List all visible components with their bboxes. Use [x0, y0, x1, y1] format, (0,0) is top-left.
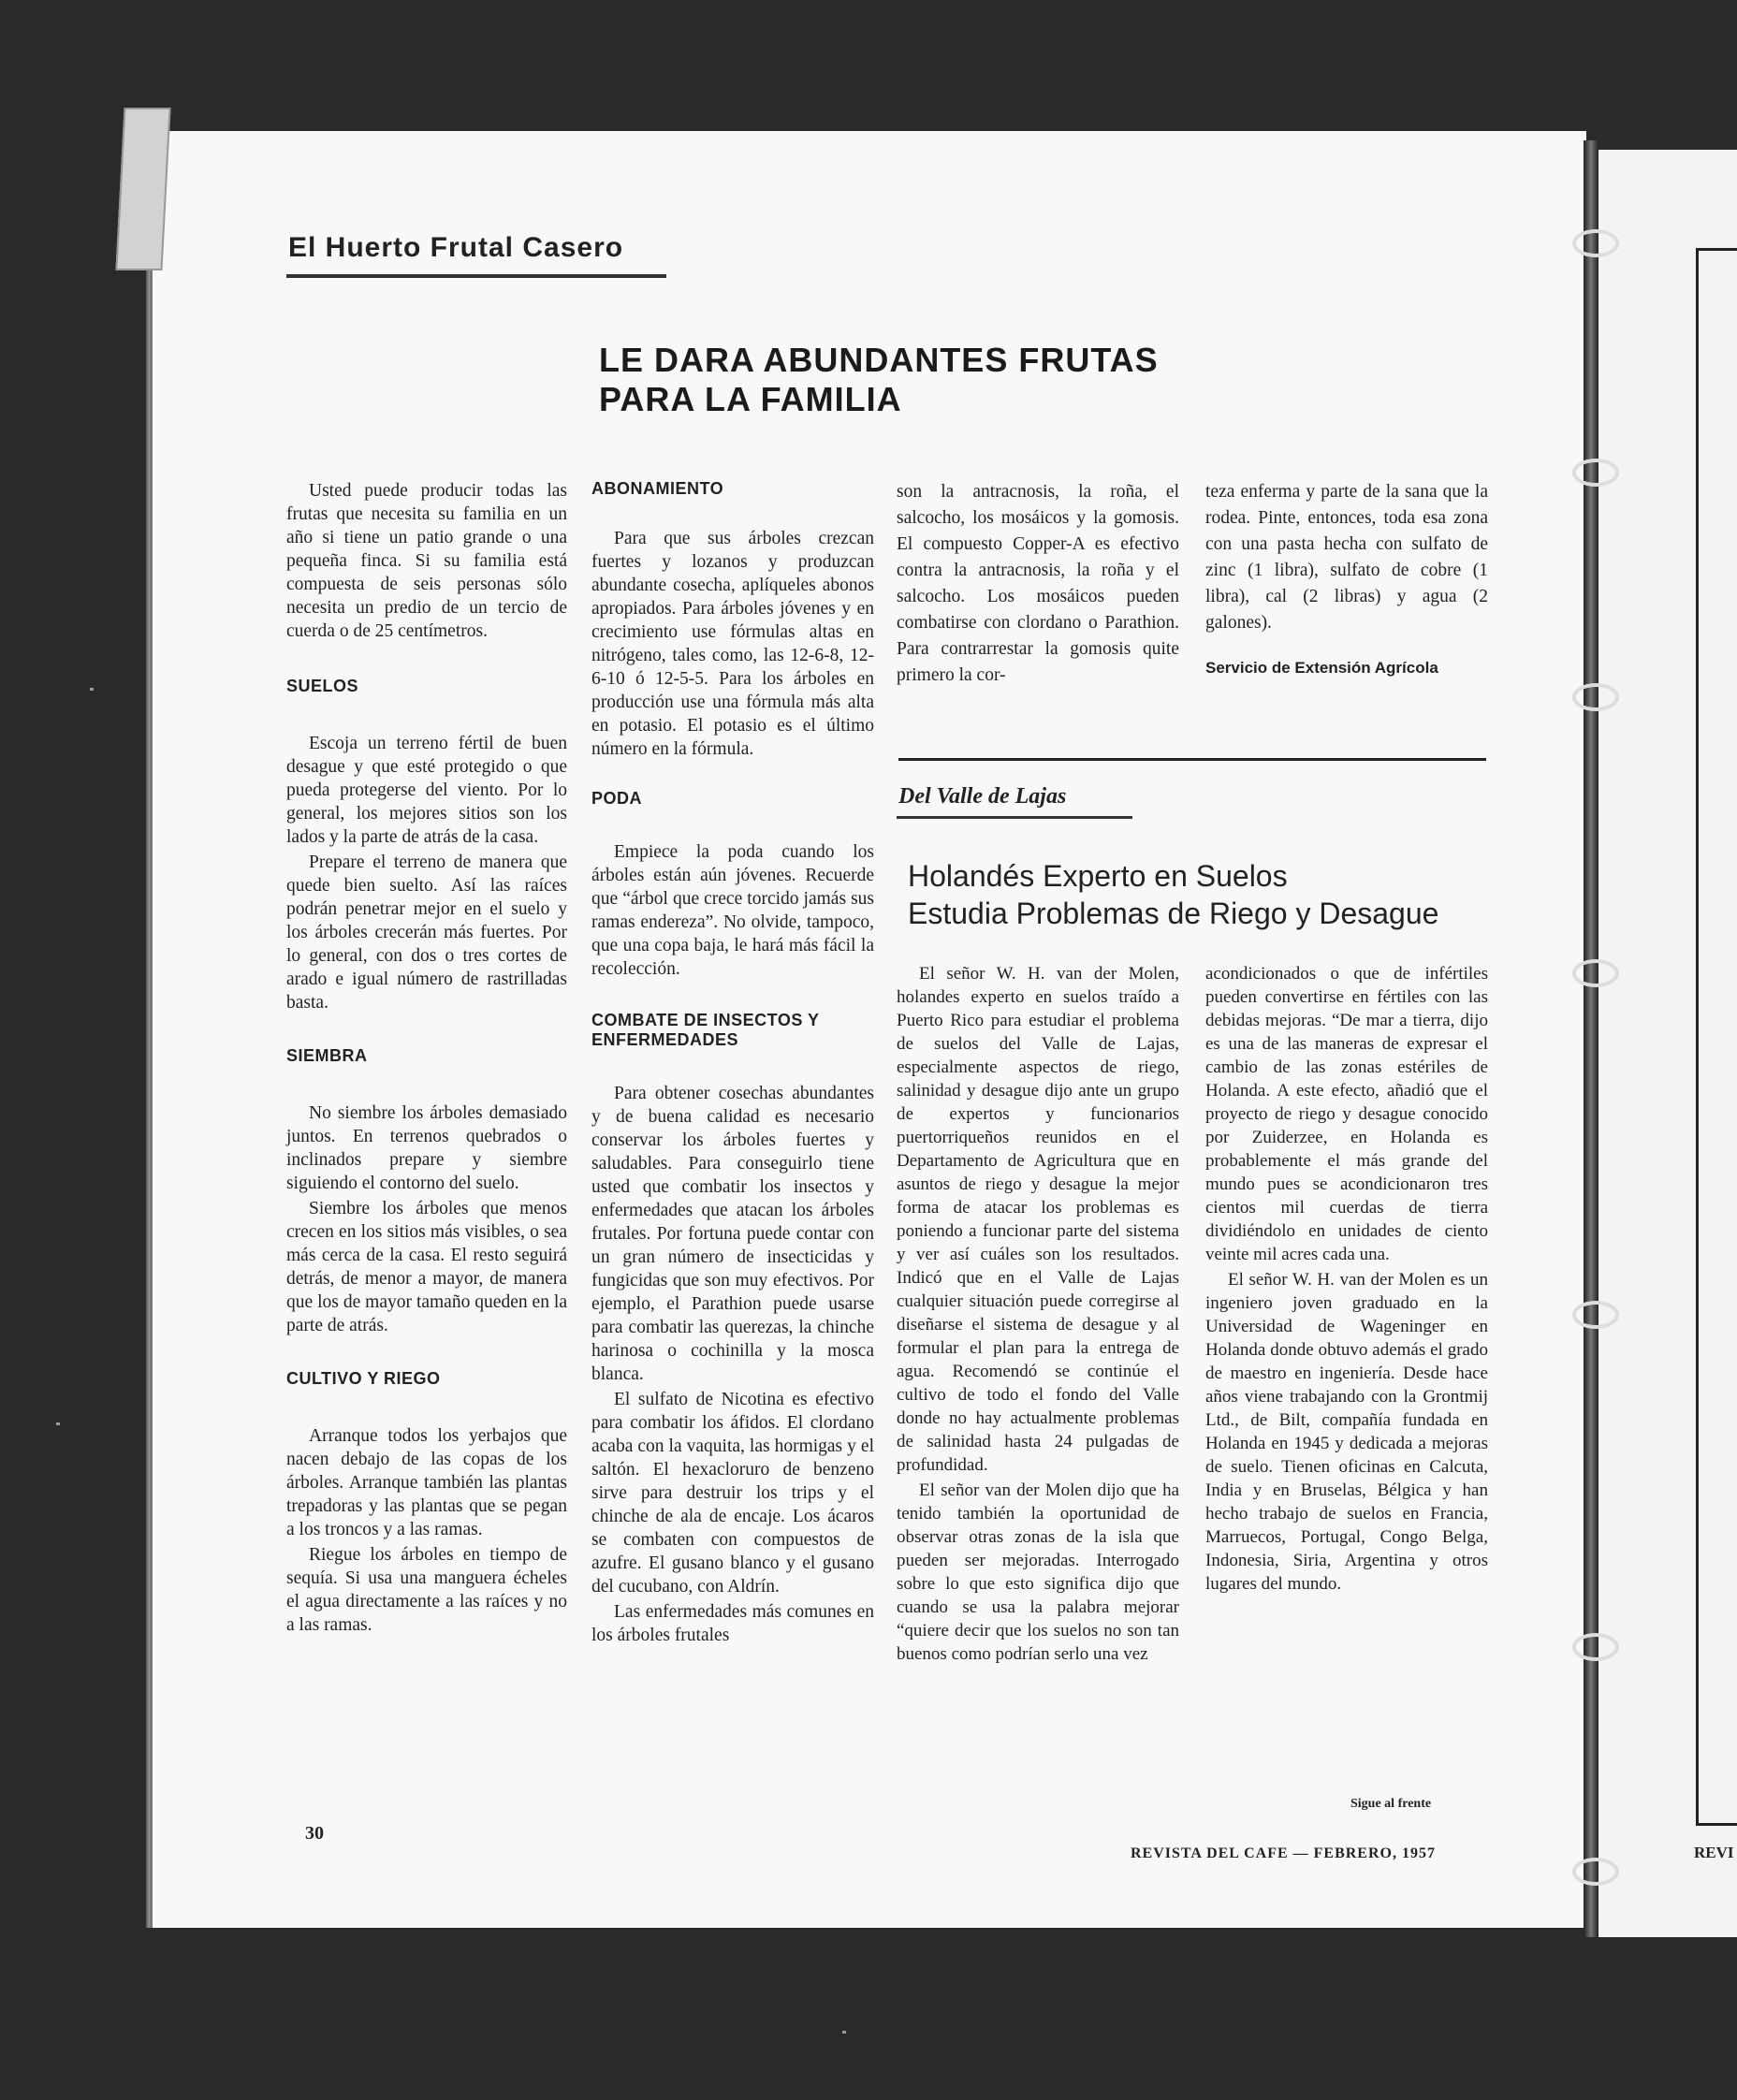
paragraph: Empiece la poda cuando los árboles están aún jóvenes. Recuerde que “árbol que crece torcido jamás sus ramas endereza”. No olvide, tampoco, que una copa baja, le hará más fácil la recolección.: [591, 842, 874, 979]
article1-column-2: [591, 479, 874, 1647]
article2-column-2: [1205, 962, 1488, 1596]
paragraph: Las enfermedades más comunes en los árboles frutales: [591, 1602, 874, 1645]
intro-paragraph: Usted puede producir todas las frutas que necesita su familia en un año si tiene un patio grande o una pequeña finca. Si su familia está compuesta de seis personas sólo necesita un predio de un tercio de cuerda o de 25 centímetros.: [286, 481, 567, 641]
paragraph: El señor W. H. van der Molen, holandes experto en suelos traído a Puerto Rico para estudiar el problema de suelos del Valle de Lajas, especialmente aspectos de riego, salinidad y desague dijo ante un grupo de expertos y funcionarios puertorriqueños reunidos en el Departamento de Agricultura que en asuntos de riego y desague la mejor forma de atacar los problemas es poniendo a funcionar parte del sistema y ver así cuáles son los resultados. Indicó que en el Valle de Lajas cualquier situación puede corregirse al diseñarse el sistema de desague y al formular el plan para la entrega de agua. Recomendó se continúe el cultivo de todo el fondo del Valle donde no hay actualmente problemas de salinidad hasta 24 pulgadas de profundidad.: [897, 964, 1179, 1475]
facing-page-frame: [1696, 248, 1737, 1826]
page-footer: REVISTA DEL CAFE — FEBRERO, 1957: [1131, 1845, 1436, 1861]
paragraph: teza enferma y parte de la sana que la rodea. Pinte, entonces, toda esa zona con una pasta hecha con sulfato de zinc (1 libra), sulfato de cobre (1 libra), cal (2 libras) y agua (2 galones).: [1205, 482, 1488, 633]
paragraph: Prepare el terreno de manera que quede bien suelto. Así las raíces podrán penetrar mejor en el suelo y los árboles crecerán más fuertes. Por lo general, con dos o tres cortes de arado e igual número de rastrilladas basta.: [286, 853, 567, 1013]
paragraph: son la antracnosis, la roña, el salcocho, los mosáicos y la gomosis. El compuesto Copper-A es efectivo contra la antracnosis, la roña y el salcocho. Los mosáicos pueden combatirse con clordano o Parathion. Para contrarrestar la gomosis quite primero la cor-: [897, 482, 1179, 685]
department-rule: [897, 816, 1132, 819]
binder-ring: [1572, 1633, 1619, 1661]
paragraph: El sulfato de Nicotina es efectivo para combatir los áfidos. El clordano acaba con la vaquita, las hormigas y el saltón. El hexacloruro de benzeno sirve para destruir los trips y el chinche de ala de encaje. Los ácaros se combaten con compuestos de azufre. El gusano blanco y el gusano del cucubano, con Aldrín.: [591, 1390, 874, 1597]
article2-column-1: [897, 962, 1179, 1666]
continued-note: Sigue al frente: [1350, 1797, 1432, 1811]
paragraph: Riegue los árboles en tiempo de sequía. Si usa una manguera écheles el agua directamente a las raíces y no a las ramas.: [286, 1545, 567, 1635]
heading-poda: PODA: [591, 789, 643, 808]
dust-speck: [56, 1422, 60, 1425]
dust-speck: [90, 688, 94, 691]
paragraph: El señor van der Molen dijo que ha tenido también la oportunidad de observar otras zonas de la isla que pueden ser mejoradas. Interrogado sobre lo que esto significa dijo que cuando se usa la palabra mejorar “quiere decir que los suelos no son tan buenos como podrían serlo una vez: [897, 1480, 1179, 1664]
article1-column-1: [286, 479, 567, 1637]
headline: [599, 341, 1159, 419]
facing-page-footer: REVI: [1694, 1844, 1734, 1861]
heading-abonamiento: ABONAMIENTO: [591, 479, 724, 498]
paper-tab: [115, 108, 170, 270]
paragraph: Escoja un terreno fértil de buen desague y que esté protegido o que pueda protegerse del viento. Por lo general, los mejores sitios son los lados y la parte de atrás de la casa.: [286, 734, 567, 847]
paragraph: Siembre los árboles que menos crecen en los sitios más visibles, o sea más cerca de la casa. El resto seguirá detrás, de menor a mayor, de manera que los de mayor tamaño queden en la parte de atrás.: [286, 1199, 567, 1335]
article2-headline-line-2: Estudia Problemas de Riego y Desague: [908, 897, 1439, 930]
article1-column-3: [897, 479, 1179, 689]
article2-headline: [908, 857, 1438, 932]
department-label: Del Valle de Lajas: [898, 784, 1067, 809]
article-divider: [898, 758, 1486, 761]
heading-suelos: SUELOS: [286, 677, 359, 695]
heading-siembra: SIEMBRA: [286, 1046, 368, 1065]
heading-combate: COMBATE DE INSECTOS Y ENFERMEDADES: [591, 1011, 820, 1049]
paragraph: No siembre los árboles demasiado juntos. En terrenos quebrados o inclinados prepare y siembre siguiendo el contorno del suelo.: [286, 1103, 567, 1193]
binder-ring: [1572, 1858, 1619, 1886]
binder-ring: [1572, 1301, 1619, 1329]
binder-ring: [1572, 959, 1619, 987]
binder-ring: [1572, 459, 1619, 487]
section-rule: [286, 274, 666, 278]
binder-ring: [1572, 683, 1619, 711]
article1-column-4: [1205, 479, 1488, 678]
paragraph: Para obtener cosechas abundantes y de buena calidad es necesario conservar los árboles fuertes y saludables. Para conseguirlo tiene usted que combatir los insectos y enfermedades que atacan los árboles frutales. Por fortuna puede contar con un gran número de insecticidas y fungicidas que son muy efectivos. Por ejemplo, el Parathion puede usarse para combatir las querezas, la chinche harinosa o cochinilla y la mosca blanca.: [591, 1084, 874, 1384]
headline-line-2: PARA LA FAMILIA: [599, 380, 902, 418]
page-number: 30: [305, 1823, 324, 1844]
credit-line: Servicio de Extensión Agrícola: [1205, 659, 1438, 677]
dust-speck: [842, 2031, 846, 2034]
paragraph: El señor W. H. van der Molen es un ingeniero joven graduado en la Universidad de Wageninger en Holanda donde obtuvo además el grado de maestro en ingeniería. Desde hace años viene trabajando con la Grontmij Ltd., de Bilt, compañía fundada en Holanda en 1945 y dedicada a mejoras de suelo. Tienen oficinas en Calcuta, India y en Bruselas, Bélgica y han hecho trabajo de suelos en Francia, Marruecos, Portugal, Congo Belga, Indonesia, Siria, Argentina y otros lugares del mundo.: [1205, 1270, 1488, 1594]
paragraph: acondicionados o que de infértiles pueden convertirse en fértiles con las debidas mejoras. “De mar a tierra, dijo es una de las maneras de expresar el cambio de las zonas estériles de Holanda. A este efecto, añadió que el proyecto de riego y desague conocido por Zuiderzee, en Holanda es probablemente el más grande del mundo pues se acondicionaron tres cientos mil cuerdas de tierra dividiéndolo en unidades de ciento veinte mil acres cada una.: [1205, 964, 1488, 1264]
binder-ring: [1572, 229, 1619, 257]
binding-spine: [1584, 140, 1598, 1937]
headline-line-1: LE DARA ABUNDANTES FRUTAS: [599, 341, 1159, 379]
paragraph: Arranque todos los yerbajos que nacen debajo de las copas de los árboles. Arranque también las plantas trepadoras y las plantas que se pegan a los troncos y a las ramas.: [286, 1426, 567, 1539]
article2-headline-line-1: Holandés Experto en Suelos: [908, 859, 1288, 893]
heading-cultivo-y-riego: CULTIVO Y RIEGO: [286, 1369, 441, 1388]
paragraph: Para que sus árboles crezcan fuertes y lozanos y produzcan abundante cosecha, aplíqueles abonos apropiados. Para árboles jóvenes y en crecimiento use fórmulas altas en nitrógeno, tales como, las 12-6-8, 12-6-10 ó 12-5-5. Para los árboles en producción use una fórmula más alta en potasio. El potasio es el último número en la fórmula.: [591, 529, 874, 759]
section-title: El Huerto Frutal Casero: [288, 232, 624, 263]
